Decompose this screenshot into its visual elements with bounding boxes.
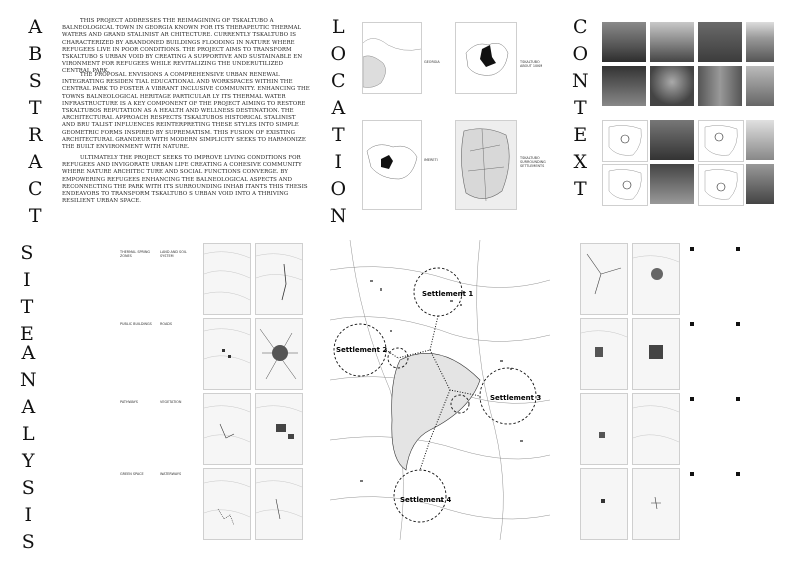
analysis-map-6 xyxy=(255,393,303,465)
context-photo-9 xyxy=(650,120,694,160)
context-photo-2 xyxy=(650,22,694,62)
legend-square-4 xyxy=(736,322,740,326)
right-map-8 xyxy=(632,468,680,540)
legend-square-3 xyxy=(690,322,694,326)
context-map-circle-4 xyxy=(699,165,743,205)
context-heading: C O N T E X T xyxy=(572,16,589,200)
tskaltubo-surroundings-map xyxy=(456,121,516,209)
abstract-paragraph-3: ULTIMATELY THE PROJECT SEEKS TO IMPROVE LIVING CONDITIONS FOR REFUGEES AND INVIGORATE URBAN LIFE CREATING A COHESIVE COMMUNITY WHERE NATURE ARCHITEC TURE AND SOCIAL FUNCTIONS CONVERGE. BY EMPOWERING REFUGEES ENHANCING THE BALNEOLOGICAL ASPECTS AND RECONNECTING THE PARK WITH ITS SURROUNDING INHAB ITANTS THIS THESIS ENDEAVORS TO TRANSFORM TSKALTUBO S URBAN VOID INTO A THRIVING RESILIENT URBAN SPACE. xyxy=(62,155,308,205)
abstract-paragraph-1: THIS PROJECT ADDRESSES THE REIMAGINING OF TSKALTUBO A BALNEOLOGICAL TOWN IN GEORGIA KNOWN FOR ITS THERAPEUTIC THERMAL WATERS AND GRAND STALINIST AR CHITECTURE. CURRENTLY TSKALTUBO IS CHARACTERIZED BY ABANDONED BUILDINGS FLOODING IN NATURE WHERE REFUGEES LIVE IN POOR CONDITIONS. THE PROJECT AIMS TO TRANSFORM TSKALTUBO S URBAN VOID BY CREATING A SUPPORTIVE AND SUSTAINABLE EN VIRONMENT FOR REFUGEES WHILE REVITALIZING THE UNDERUTILIZED CENTRAL PARK. xyxy=(62,18,303,75)
legend-square-2 xyxy=(736,247,740,251)
right-map-4 xyxy=(632,318,680,390)
context-photo-11 xyxy=(650,164,694,204)
location-map-tskaltubo xyxy=(455,120,517,210)
analysis-caption-2b: ROADS xyxy=(160,322,173,326)
settlement-3-label: Settlement 3 xyxy=(490,394,542,402)
right-map-6 xyxy=(632,393,680,465)
context-photo-7 xyxy=(698,66,742,106)
location-label-tskaltubo-1: TSKALTUBO ABOUT 10KM xyxy=(520,60,543,69)
context-photo-1 xyxy=(602,22,646,62)
location-label-imereti: IMERETI xyxy=(424,158,438,162)
context-map-1 xyxy=(602,120,648,162)
analysis-map-2 xyxy=(255,243,303,315)
georgia-outline-map xyxy=(363,23,421,93)
analysis-map-7 xyxy=(203,468,251,540)
location-map-imereti xyxy=(455,22,517,94)
settlement-1-label: Settlement 1 xyxy=(422,290,474,298)
imereti-highlight-map xyxy=(363,121,421,209)
analysis-map-5 xyxy=(203,393,251,465)
context-map-3 xyxy=(602,164,648,206)
settlement-2-label: Settlement 2 xyxy=(336,346,388,354)
context-photo-4 xyxy=(746,22,774,62)
abstract-paragraph-2: THE PROPOSAL ENVISIONS A COMPREHENSIVE URBAN RENEWAL INTEGRATING RESIDEN TIAL EDUCATIONAL AND WORKSPACES WITHIN THE CENTRAL PARK TO FOSTER A VIBRANT INCLUSIVE COMMUNITY. ENHANCING THE TOWNS BALNEOLOGICAL HERITAGE PARTICULAR LY ITS THERMAL WATER INFRASTRUCTURE IS A KEY COMPONENT OF THE PROJECT AIMING TO RESTORE TSKALTUBOS REPUTATION AS A HEALTH AND WELLNESS DESTINATION. THE ARCHITECTURAL APPROACH RESPECTS TSKALTUBOS HISTORICAL STALINIST AND BRU TALIST INFLUENCES REINTERPRETING THESE STYLES INTO SIMPLE GEOMETRIC FORMS INSPIRED BY SUPREMATISM. THIS FUSION OF EXISTING ARCHITECTURAL GRANDEUR WITH MODERN SIMPLICITY SEEKS TO HARMONIZE THE BUILT ENVIRONMENT WITH NATURE. xyxy=(62,72,310,151)
context-map-circle-2 xyxy=(699,121,743,161)
site-plan-drawing xyxy=(330,240,550,540)
right-map-1 xyxy=(580,243,628,315)
location-label-tskaltubo-2: TSKALTUBO SURROUNDING SETTLEMENTS xyxy=(520,156,546,169)
legend-square-1 xyxy=(690,247,694,251)
site-plan xyxy=(330,240,550,540)
analysis-map-1 xyxy=(203,243,251,315)
analysis-caption-3a: PATHWAYS xyxy=(120,400,138,404)
legend-square-5 xyxy=(690,397,694,401)
context-map-2 xyxy=(698,120,744,162)
location-heading: L O C A T I O N xyxy=(330,16,347,227)
legend-square-7 xyxy=(690,472,694,476)
right-map-7 xyxy=(580,468,628,540)
context-map-circle-3 xyxy=(603,165,647,205)
right-map-2 xyxy=(632,243,680,315)
analysis-caption-1b: LAND AND SOIL SYSTEM xyxy=(160,250,187,259)
context-photo-3 xyxy=(698,22,742,62)
context-map-circle-1 xyxy=(603,121,647,161)
settlement-4-label: Settlement 4 xyxy=(400,496,452,504)
analysis-caption-4b: WATERWAYS xyxy=(160,472,182,476)
analysis-heading: A N A L Y S I S xyxy=(20,342,37,553)
analysis-caption-2a: PUBLIC BUILDINGS xyxy=(120,322,152,326)
right-map-3 xyxy=(580,318,628,390)
abstract-heading: A B S T R A C T xyxy=(28,16,43,227)
right-map-5 xyxy=(580,393,628,465)
analysis-caption-3b: VEGETATION xyxy=(160,400,182,404)
context-photo-8 xyxy=(746,66,774,106)
context-map-4 xyxy=(698,164,744,206)
context-photo-12 xyxy=(746,164,774,204)
context-photo-10 xyxy=(746,120,774,160)
analysis-map-4 xyxy=(255,318,303,390)
analysis-map-3 xyxy=(203,318,251,390)
location-map-georgia xyxy=(362,22,422,94)
legend-square-8 xyxy=(736,472,740,476)
location-label-georgia: GEORGIA xyxy=(424,60,440,64)
site-heading: S I T E xyxy=(20,242,34,345)
context-photo-6 xyxy=(650,66,694,106)
location-map-imereti-2 xyxy=(362,120,422,210)
analysis-caption-4a: GREEN SPACE xyxy=(120,472,144,476)
imereti-region-map xyxy=(456,23,516,93)
context-photo-5 xyxy=(602,66,646,106)
analysis-map-8 xyxy=(255,468,303,540)
legend-square-6 xyxy=(736,397,740,401)
analysis-caption-1a: THERMAL SPRING ZONES xyxy=(120,250,151,259)
